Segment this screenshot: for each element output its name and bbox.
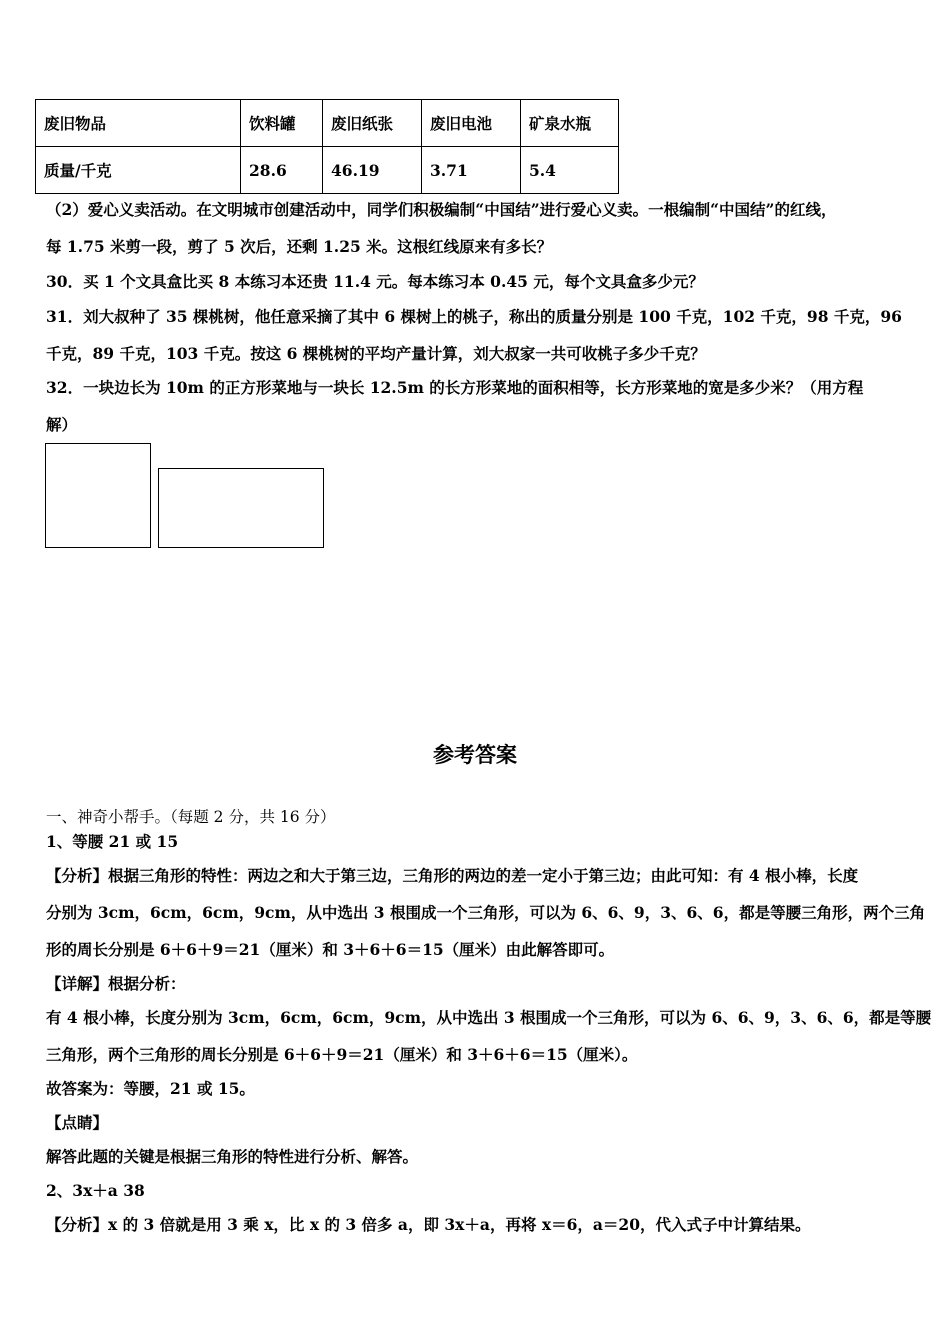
table-row [36, 147, 619, 194]
question-31-line1: 31．刘大叔种了 35 棵桃树，他任意采摘了其中 6 棵树上的桃子，称出的质量分别是 100 千克，102 千克，98 千克，96 [46, 307, 902, 326]
table-cell: 饮料罐 [241, 100, 323, 147]
point-label: 【点睛】 [46, 1113, 109, 1132]
square-garden-figure [45, 443, 151, 548]
recycling-table [35, 99, 619, 194]
detail-label: 【详解】根据分析： [46, 974, 186, 993]
analysis-2: 【分析】x 的 3 倍就是用 3 乘 x，比 x 的 3 倍多 a，即 3x＋a，再将 x＝6，a＝20，代入式子中计算结果。 [46, 1215, 811, 1234]
table-cell: 矿泉水瓶 [521, 100, 619, 147]
question-30: 30．买 1 个文具盒比买 8 本练习本还贵 11.4 元。每本练习本 0.45 元，每个文具盒多少元？ [46, 272, 704, 291]
answer-2: 2、3x＋a 38 [46, 1181, 145, 1200]
question-32-line2: 解） [46, 415, 78, 434]
table-cell: 废旧物品 [36, 100, 241, 147]
detail-line2: 三角形，两个三角形的周长分别是 6＋6＋9＝21（厘米）和 3＋6＋6＝15（厘米）。 [46, 1045, 638, 1064]
table-cell: 28.6 [241, 147, 323, 194]
table-cell: 废旧纸张 [323, 100, 422, 147]
analysis-1-line1: 【分析】根据三角形的特性：两边之和大于第三边，三角形的两边的差一定小于第三边；由此可知：有 4 根小棒，长度 [46, 866, 859, 885]
conclusion: 故答案为：等腰，21 或 15。 [46, 1079, 255, 1098]
answer-1: 1、等腰 21 或 15 [46, 832, 179, 851]
analysis-1-line2: 分别为 3cm，6cm，6cm，9cm，从中选出 3 根围成一个三角形，可以为 6、6、9，3、6、6，都是等腰三角形，两个三角 [46, 903, 926, 922]
question-29-2-line2: 每 1.75 米剪一段，剪了 5 次后，还剩 1.25 米。这根红线原来有多长？ [46, 237, 553, 256]
table-cell: 质量/千克 [36, 147, 241, 194]
section-heading: 一、神奇小帮手。（每题 2 分，共 16 分） [46, 808, 336, 826]
question-31-line2: 千克，89 千克，103 千克。按这 6 棵桃树的平均产量计算，刘大叔家一共可收桃子多少千克？ [46, 344, 706, 363]
question-29-2-line1: （2）爱心义卖活动。在文明城市创建活动中，同学们积极编制“中国结”进行爱心义卖。一根编制“中国结”的红线， [46, 200, 837, 219]
answers-title: 参考答案 [433, 742, 517, 767]
analysis-1-line3: 形的周长分别是 6＋6＋9＝21（厘米）和 3＋6＋6＝15（厘米）由此解答即可。 [46, 940, 615, 959]
table-cell: 废旧电池 [422, 100, 521, 147]
detail-line1: 有 4 根小棒，长度分别为 3cm，6cm，6cm，9cm，从中选出 3 根围成一个三角形，可以为 6、6、9，3、6、6，都是等腰 [46, 1008, 932, 1027]
table-header-row [36, 100, 619, 147]
table-cell: 46.19 [323, 147, 422, 194]
rectangle-garden-figure [158, 468, 324, 548]
table-cell: 3.71 [422, 147, 521, 194]
table-cell: 5.4 [521, 147, 619, 194]
question-32-line1: 32．一块边长为 10m 的正方形菜地与一块长 12.5m 的长方形菜地的面积相等，长方形菜地的宽是多少米？（用方程 [46, 378, 864, 397]
point-text: 解答此题的关键是根据三角形的特性进行分析、解答。 [46, 1147, 419, 1166]
